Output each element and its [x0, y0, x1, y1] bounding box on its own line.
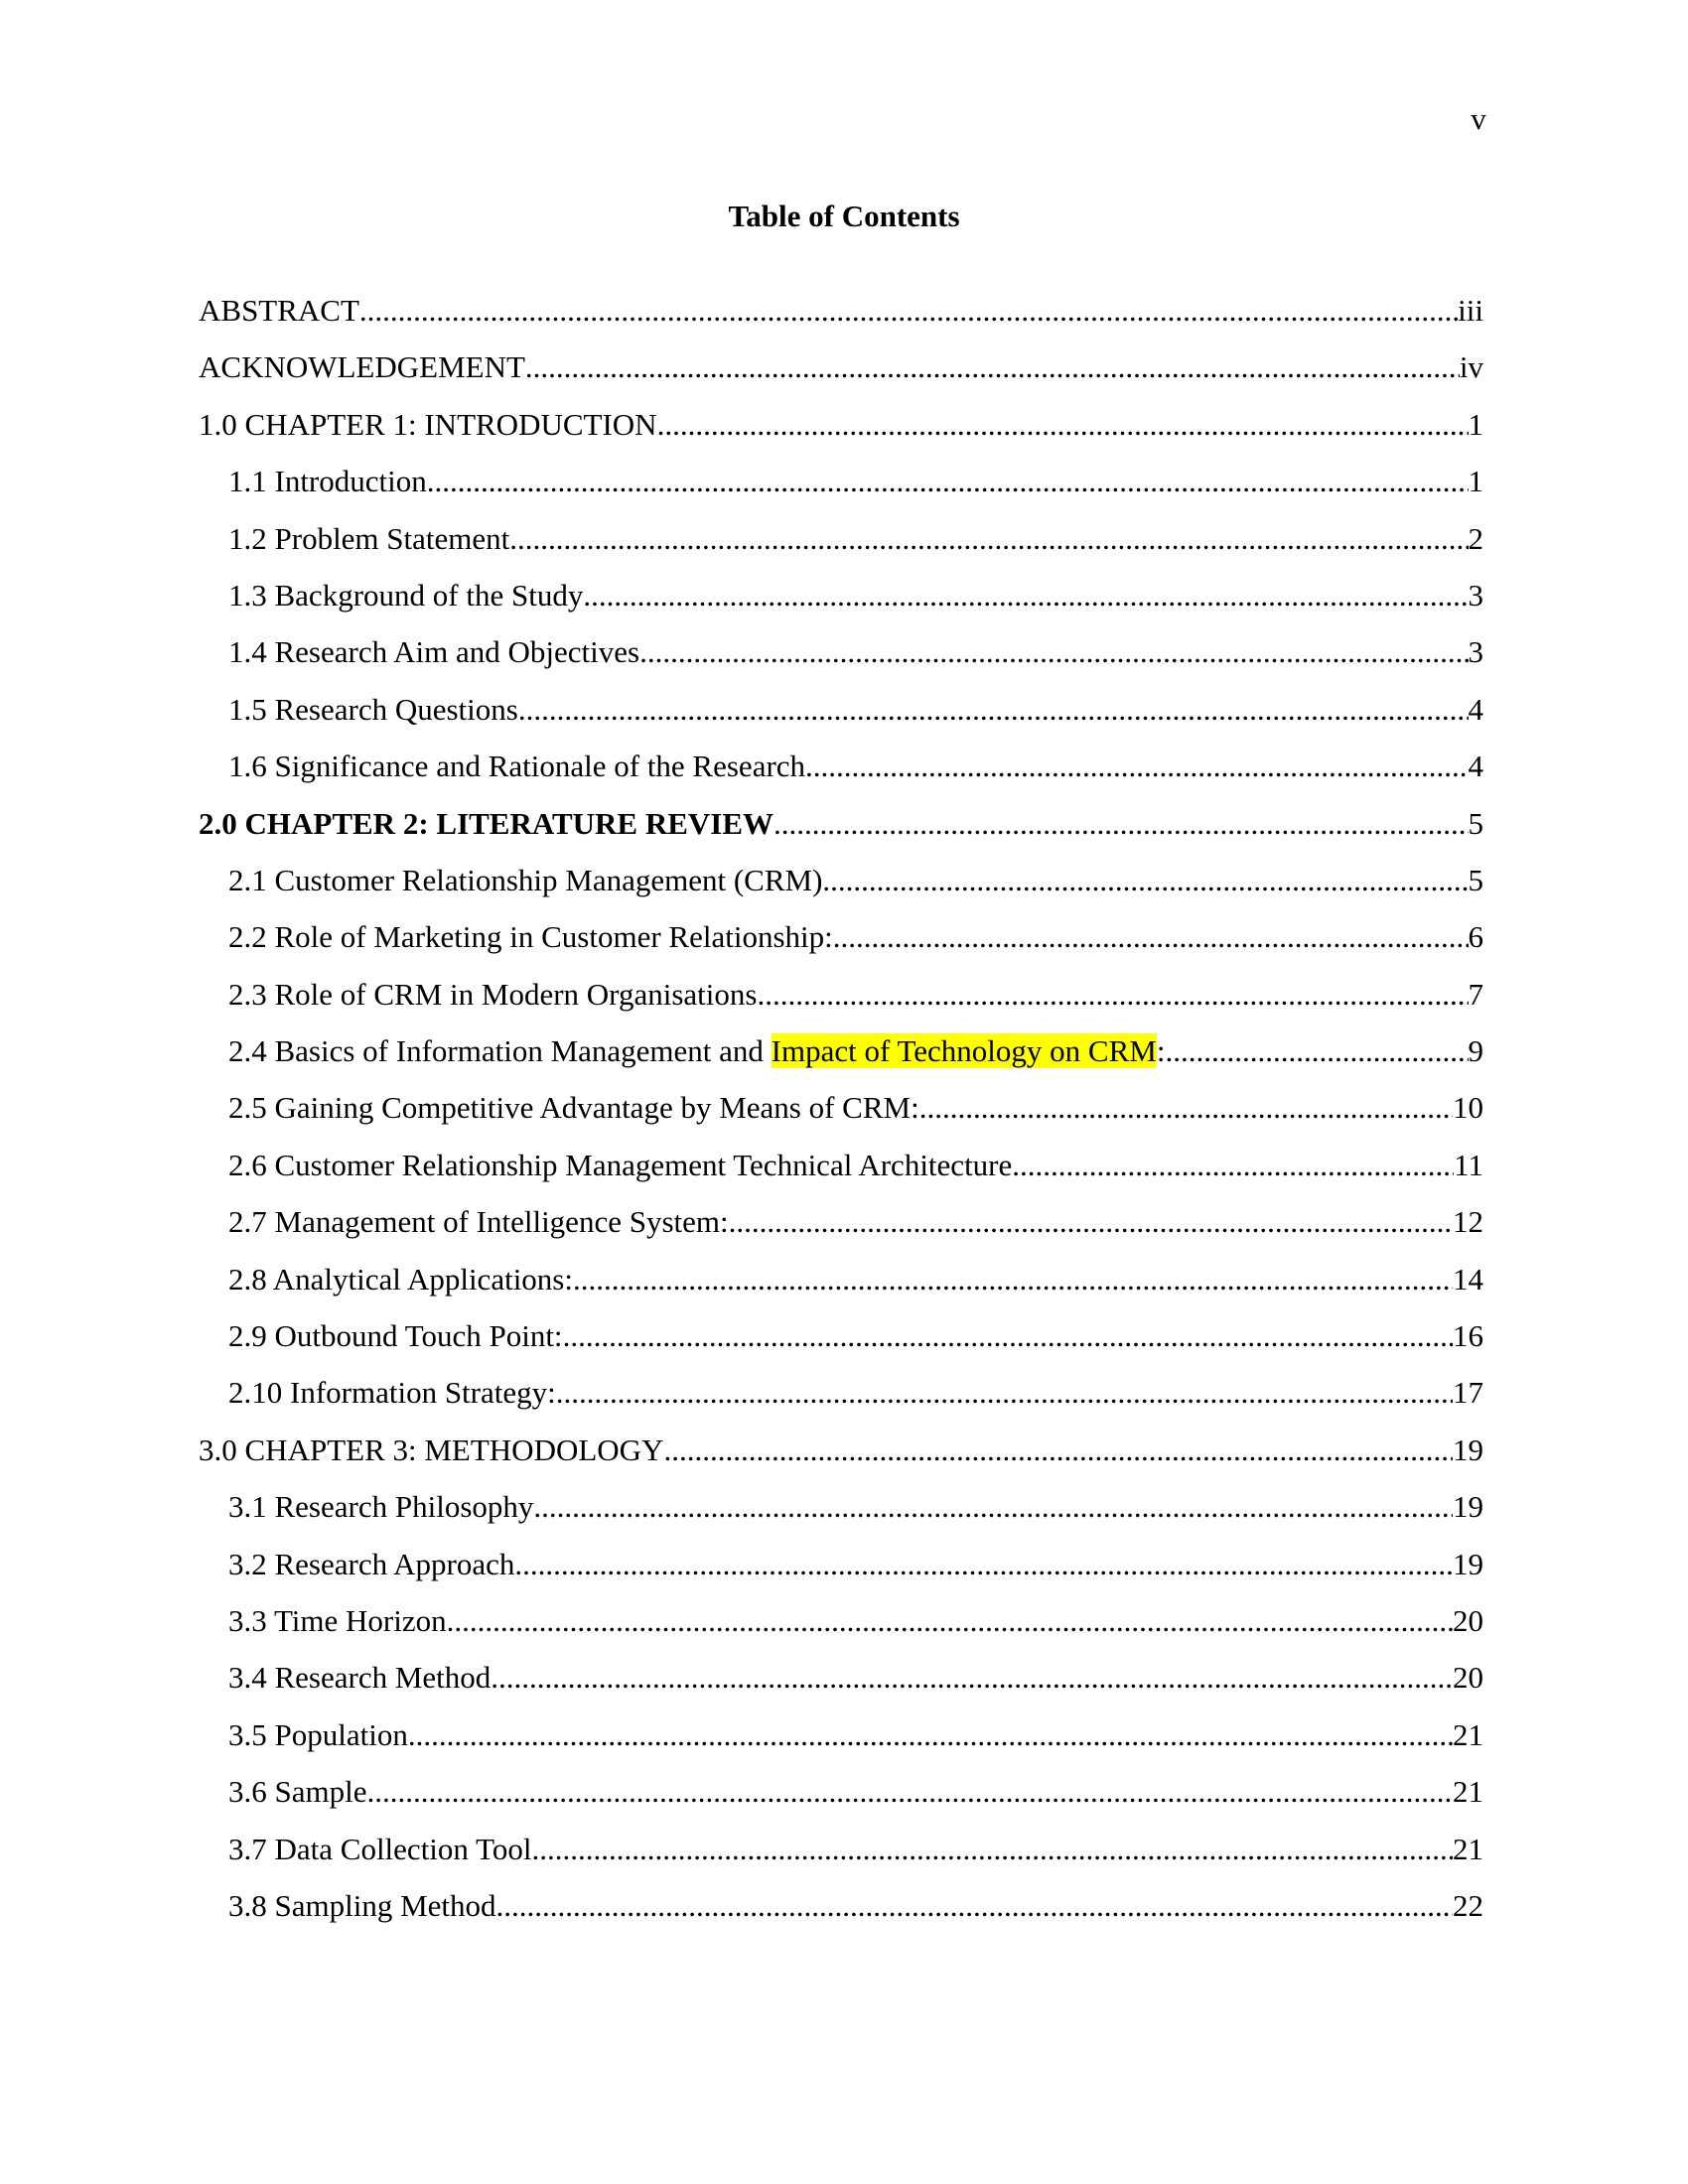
toc-title: Table of Contents — [728, 199, 960, 233]
dot-leader — [563, 1318, 1453, 1354]
toc-entry-page-number: 1 — [1468, 406, 1483, 442]
dot-leader — [525, 349, 1460, 385]
toc-entry[interactable] — [199, 692, 1483, 749]
dot-leader — [518, 692, 1469, 728]
dot-leader — [919, 1090, 1453, 1126]
toc-entry[interactable] — [199, 1660, 1483, 1716]
toc-entry-label-text: 2.4 Basics of Information Management and — [228, 1033, 772, 1069]
toc-entry-label: 1.1 Introduction — [228, 464, 427, 499]
toc-entry-label: 3.7 Data Collection Tool — [228, 1831, 532, 1866]
toc-entry-page-number: iii — [1458, 293, 1483, 328]
toc-entry[interactable] — [199, 293, 1483, 349]
dot-leader — [359, 293, 1458, 329]
toc-entry[interactable] — [199, 1204, 1483, 1261]
dot-leader — [663, 1433, 1453, 1468]
dot-leader — [408, 1717, 1453, 1753]
toc-entry-label: 2.5 Gaining Competitive Advantage by Means of CRM: — [228, 1090, 919, 1126]
toc-entry-label: 2.10 Information Strategy: — [228, 1375, 556, 1411]
toc-entry-page-number: 12 — [1453, 1204, 1483, 1240]
toc-entry-label-text: : — [1156, 1033, 1166, 1069]
toc-entry[interactable] — [199, 407, 1483, 464]
dot-leader — [447, 1603, 1453, 1639]
toc-entry[interactable] — [199, 863, 1483, 919]
dot-leader — [496, 1888, 1453, 1924]
toc-entry-label: 3.6 Sample — [228, 1774, 367, 1810]
dot-leader — [583, 578, 1468, 614]
toc-entry-label: 1.2 Problem Statement — [228, 520, 510, 556]
toc-entry-label: 1.5 Research Questions — [228, 691, 518, 727]
toc-entry-label: 2.9 Outbound Touch Point: — [228, 1318, 563, 1354]
toc-entry-label: 2.8 Analytical Applications: — [228, 1261, 573, 1297]
dot-leader — [1165, 1033, 1468, 1069]
toc-entry[interactable] — [199, 1375, 1483, 1432]
toc-entry[interactable] — [199, 1547, 1483, 1603]
toc-entry[interactable] — [199, 1603, 1483, 1660]
dot-leader — [657, 407, 1469, 443]
toc-entry-page-number: 11 — [1454, 1147, 1483, 1182]
toc-entry-page-number: 2 — [1468, 520, 1483, 556]
toc-entry-page-number: 14 — [1453, 1261, 1483, 1297]
toc-entry[interactable] — [199, 1489, 1483, 1546]
toc-entry[interactable] — [199, 919, 1483, 976]
toc-entry-page-number: 4 — [1468, 749, 1483, 784]
toc-entry[interactable] — [199, 1148, 1483, 1204]
toc-entry-label: 1.3 Background of the Study — [228, 577, 584, 613]
toc-entry-label: 1.6 Significance and Rationale of the Research — [228, 749, 806, 784]
toc-entry-page-number: iv — [1459, 349, 1483, 385]
toc-entry[interactable] — [199, 1262, 1483, 1318]
toc-entry-page-number: 1 — [1468, 464, 1483, 499]
toc-entry-page-number: 6 — [1468, 919, 1483, 955]
toc-entry-label: 2.1 Customer Relationship Management (CRM) — [228, 862, 823, 897]
toc-entry[interactable] — [199, 1433, 1483, 1489]
dot-leader — [774, 806, 1468, 842]
toc-entry-page-number: 19 — [1453, 1432, 1483, 1467]
dot-leader — [573, 1262, 1453, 1297]
toc-entry[interactable] — [199, 521, 1483, 578]
toc-entry-page-number: 20 — [1453, 1602, 1483, 1638]
page-number: v — [1471, 101, 1486, 136]
toc-entry-page-number: 5 — [1468, 805, 1483, 841]
toc-entry-page-number: 10 — [1453, 1090, 1483, 1126]
dot-leader — [1012, 1148, 1454, 1183]
toc-entry-page-number: 17 — [1453, 1375, 1483, 1411]
toc-entry[interactable] — [199, 977, 1483, 1033]
toc-entry-label: ABSTRACT — [199, 293, 359, 328]
toc-entry-page-number: 3 — [1468, 577, 1483, 613]
toc-entry-page-number: 19 — [1453, 1489, 1483, 1525]
dot-leader — [427, 464, 1469, 499]
dot-leader — [514, 1547, 1453, 1582]
toc-entry[interactable] — [199, 1090, 1483, 1147]
dot-leader — [639, 634, 1468, 670]
toc-entry[interactable] — [199, 749, 1483, 805]
toc-entry-page-number: 3 — [1468, 634, 1483, 670]
toc-entry-page-number: 7 — [1468, 976, 1483, 1012]
dot-leader — [805, 749, 1468, 784]
toc-entry-label: 3.8 Sampling Method — [228, 1887, 496, 1923]
toc-entry-label: 3.5 Population — [228, 1716, 408, 1752]
toc-entry[interactable] — [199, 1033, 1483, 1090]
toc-entry-page-number: 21 — [1453, 1774, 1483, 1810]
toc-entry[interactable] — [199, 1717, 1483, 1774]
toc-entry-page-number: 19 — [1453, 1546, 1483, 1581]
dot-leader — [533, 1489, 1453, 1525]
toc-entry-label: 2.0 CHAPTER 2: LITERATURE REVIEW — [199, 805, 774, 841]
toc-entry-label: 3.3 Time Horizon — [228, 1602, 447, 1638]
toc-entry-page-number: 4 — [1468, 691, 1483, 727]
toc-entry-page-number: 21 — [1453, 1716, 1483, 1752]
toc-entry[interactable] — [199, 1832, 1483, 1888]
toc-entry-label: 2.2 Role of Marketing in Customer Relationship: — [228, 919, 833, 955]
toc-entry[interactable] — [199, 1888, 1483, 1945]
toc-entry-label: 3.2 Research Approach — [228, 1546, 515, 1581]
dot-leader — [491, 1660, 1453, 1696]
toc-entry-page-number: 20 — [1453, 1660, 1483, 1696]
toc-entry[interactable] — [199, 464, 1483, 520]
dot-leader — [556, 1375, 1453, 1411]
toc-entry-label — [228, 1033, 1165, 1069]
dot-leader — [367, 1774, 1454, 1810]
toc-list — [199, 293, 1483, 1945]
toc-entry-label: 2.3 Role of CRM in Modern Organisations — [228, 976, 758, 1012]
toc-entry-page-number: 9 — [1468, 1033, 1483, 1069]
dot-leader — [757, 977, 1468, 1013]
highlighted-text: Impact of Technology on CRM — [771, 1033, 1157, 1069]
dot-leader — [822, 863, 1468, 898]
toc-entry-label: 3.4 Research Method — [228, 1660, 492, 1696]
toc-entry-label: 1.0 CHAPTER 1: INTRODUCTION — [199, 406, 657, 442]
toc-entry[interactable] — [199, 578, 1483, 634]
dot-leader — [833, 919, 1469, 955]
toc-entry-page-number: 22 — [1453, 1887, 1483, 1923]
toc-entry-label: 2.7 Management of Intelligence System: — [228, 1204, 729, 1240]
toc-entry[interactable] — [199, 1774, 1483, 1831]
toc-entry[interactable] — [199, 806, 1483, 863]
toc-entry-label: ACKNOWLEDGEMENT — [199, 349, 525, 385]
toc-entry-page-number: 5 — [1468, 862, 1483, 897]
toc-entry[interactable] — [199, 634, 1483, 691]
toc-entry-page-number: 16 — [1453, 1318, 1483, 1354]
dot-leader — [509, 521, 1468, 557]
toc-entry-label: 3.0 CHAPTER 3: METHODOLOGY — [199, 1432, 664, 1467]
toc-entry-label: 2.6 Customer Relationship Management Technical Architecture — [228, 1147, 1013, 1182]
dot-leader — [532, 1832, 1454, 1867]
toc-entry-page-number: 21 — [1453, 1831, 1483, 1866]
dot-leader — [729, 1204, 1453, 1240]
toc-entry[interactable] — [199, 1318, 1483, 1375]
toc-entry[interactable] — [199, 349, 1483, 406]
toc-entry-label: 3.1 Research Philosophy — [228, 1489, 534, 1525]
toc-entry-label: 1.4 Research Aim and Objectives — [228, 634, 640, 670]
